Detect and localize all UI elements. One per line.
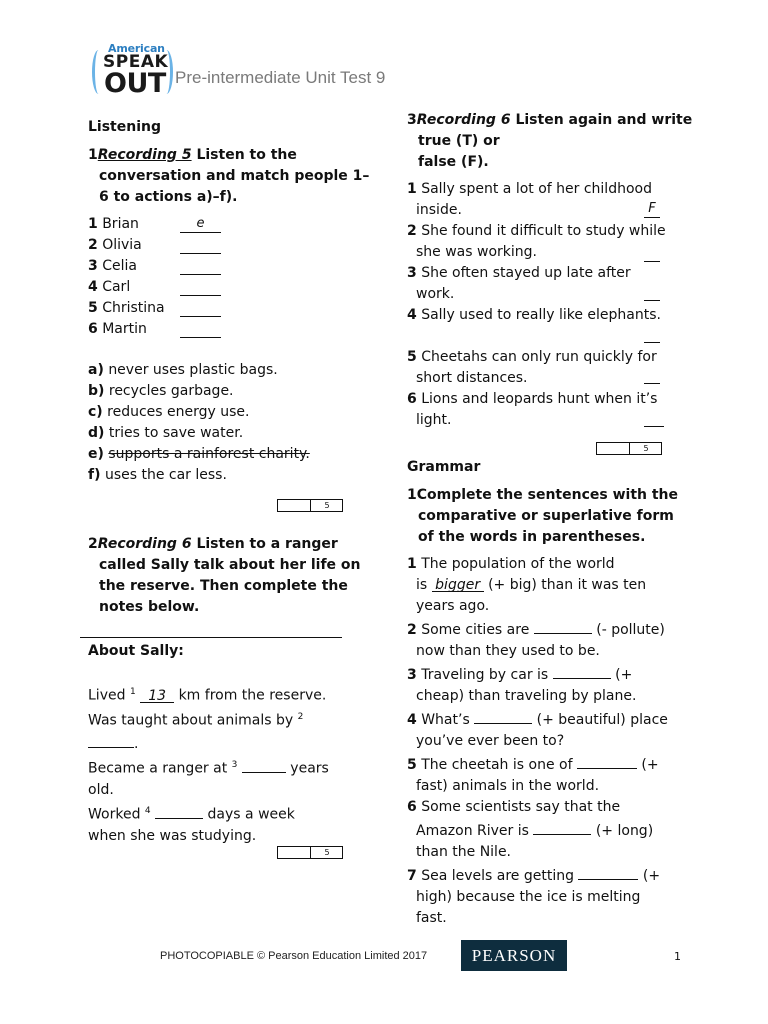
item-text: than the Nile.: [416, 844, 512, 860]
superscript: 3: [231, 760, 238, 771]
note-taught-blank: .: [88, 731, 348, 755]
item-text: you’ve ever been to?: [416, 733, 565, 749]
answer-blank-6[interactable]: [180, 321, 221, 338]
item-text: fast) animals in the world.: [416, 778, 600, 794]
list-item: [88, 360, 310, 381]
item-text: Sally used to really like elephants.: [421, 307, 661, 323]
note-text: old.: [88, 781, 114, 798]
item-number: 6: [407, 799, 417, 815]
item-text: Sea levels are getting: [421, 868, 579, 884]
item-text: Amazon River is: [416, 823, 534, 839]
action-letter: c): [88, 404, 103, 420]
item-text: short distances.: [416, 370, 528, 386]
item-text: (+ big) than it was ten: [483, 577, 647, 593]
grammar-blank-7[interactable]: [578, 863, 638, 880]
action-text: uses the car less.: [104, 467, 227, 483]
action-text: recycles garbage.: [108, 383, 234, 399]
ex3-instr-3: false (F).: [418, 154, 489, 170]
action-letter: d): [88, 425, 105, 441]
ex2-instructions: [88, 534, 378, 618]
grammar-list: [407, 554, 697, 929]
tf-list: [407, 179, 679, 431]
note-blank-4[interactable]: [155, 802, 203, 819]
grammar-heading: Grammar: [407, 459, 481, 475]
item-number: 6: [88, 321, 98, 337]
note-text: Became a ranger at: [88, 760, 232, 777]
list-item: [88, 277, 165, 298]
item-text: work.: [416, 286, 455, 302]
ex2-instr-4: notes below.: [99, 599, 200, 615]
list-item: [407, 554, 697, 617]
listening-heading: Listening: [88, 119, 161, 135]
action-letter: f): [88, 467, 101, 483]
note-text: Worked: [88, 806, 145, 823]
item-text: Sally spent a lot of her childhood: [421, 181, 652, 197]
list-item: [88, 444, 310, 465]
list-item: [88, 423, 310, 444]
list-item: [407, 389, 679, 431]
grammar-blank-2[interactable]: [534, 617, 592, 634]
ex1-number: 1: [88, 147, 98, 163]
photocopiable-label: PHOTOCOPIABLE: [160, 950, 254, 962]
score-box-ex1[interactable]: [277, 499, 343, 512]
answer-blank-5[interactable]: [180, 300, 221, 317]
list-item: [407, 797, 697, 863]
tf-blank-6[interactable]: [644, 410, 664, 427]
action-text: tries to save water.: [108, 425, 244, 441]
list-item: [407, 863, 697, 929]
list-item: [88, 402, 310, 423]
item-number: 7: [407, 868, 417, 884]
item-text: she was working.: [416, 244, 537, 260]
item-number: 5: [407, 349, 417, 365]
list-item: [407, 263, 679, 305]
grammar-ex1-instructions: [407, 485, 697, 548]
pearson-logo: PEARSON: [461, 940, 567, 971]
grammar-instr-2: comparative or superlative form: [418, 508, 674, 524]
list-item: [88, 298, 165, 319]
answer-value: bigger: [435, 577, 481, 593]
item-number: 6: [407, 391, 417, 407]
ex1-instr-2: conversation and match people 1–: [99, 168, 370, 184]
item-number: 2: [407, 622, 417, 638]
note-text: when she was studying.: [88, 827, 257, 844]
answer-value: e: [196, 216, 205, 231]
note-text: Was taught about animals by: [88, 712, 298, 729]
action-letter: e): [88, 446, 104, 462]
people-list: [88, 214, 165, 340]
item-text: Some cities are: [421, 622, 534, 638]
item-text: She often stayed up late after: [421, 265, 631, 281]
superscript: 2: [297, 711, 304, 722]
item-number: 3: [407, 265, 417, 281]
grammar-ex1-number: 1: [407, 487, 417, 503]
divider: [80, 637, 342, 638]
ex2-number: 2: [88, 536, 98, 552]
answer-blank-3[interactable]: [180, 258, 221, 275]
item-text: cheap) than traveling by plane.: [416, 688, 637, 704]
tf-blank-1[interactable]: [644, 201, 660, 218]
superscript: 1: [129, 687, 136, 697]
person-name: Martin: [102, 321, 147, 337]
item-number: 3: [407, 667, 417, 683]
list-item: [407, 347, 679, 389]
list-item: [407, 707, 697, 752]
person-name: Celia: [102, 258, 137, 274]
action-text: reduces energy use.: [107, 404, 250, 420]
person-name: Carl: [102, 279, 131, 295]
note-text: Lived: [88, 687, 130, 704]
item-number: 4: [407, 712, 417, 728]
notes-block: [88, 682, 348, 847]
grammar-blank-1[interactable]: [432, 575, 484, 592]
item-text: now than they used to be.: [416, 643, 600, 659]
answer-value: 13: [148, 687, 167, 704]
score-box-ex3[interactable]: [596, 442, 662, 455]
person-name: Brian: [102, 216, 139, 232]
item-text: is: [416, 577, 432, 593]
person-name: Christina: [102, 300, 165, 316]
grammar-blank-6[interactable]: [533, 818, 591, 835]
list-item: [407, 179, 679, 221]
answer-blank-4[interactable]: [180, 279, 221, 296]
tf-blank-5[interactable]: [644, 367, 660, 384]
list-item: [407, 221, 679, 263]
item-number: 1: [407, 556, 417, 572]
list-item: [407, 662, 697, 707]
list-item: [88, 465, 310, 486]
item-number: 4: [407, 307, 417, 323]
action-text-struck: supports a rainforest charity.: [108, 446, 310, 462]
actions-list: [88, 360, 310, 486]
tf-blank-2[interactable]: [644, 245, 660, 262]
list-item: [88, 235, 165, 256]
answer-value: F: [648, 201, 656, 216]
item-text: Traveling by car is: [421, 667, 553, 683]
item-text: Lions and leopards hunt when it’s: [421, 391, 658, 407]
list-item: [407, 305, 679, 347]
score-total: 5: [310, 500, 343, 511]
item-text: She found it difficult to study while: [421, 223, 666, 239]
action-letter: a): [88, 362, 104, 378]
item-text: light.: [416, 412, 452, 428]
item-text: (- pollute): [591, 622, 665, 638]
person-name: Olivia: [102, 237, 142, 253]
logo-out-text: OUT: [104, 68, 166, 99]
list-item: [88, 319, 165, 340]
score-total: 5: [310, 847, 343, 858]
grammar-instr-3: of the words in parentheses.: [418, 529, 646, 545]
ex3-instructions: [407, 110, 697, 173]
grammar-blank-3[interactable]: [553, 662, 611, 679]
item-text: What’s: [421, 712, 475, 728]
note-worked: [88, 801, 348, 826]
ex2-recording: Recording 6: [97, 536, 192, 552]
ex1-recording: Recording 5: [97, 147, 192, 163]
logo-speak-text: SPEAK: [103, 52, 169, 72]
note-text: days a week: [203, 806, 295, 823]
item-number: 2: [407, 223, 417, 239]
note-blank-2[interactable]: [88, 731, 134, 748]
item-text: The cheetah is one of: [421, 757, 577, 773]
grammar-blank-5[interactable]: [577, 752, 637, 769]
grammar-blank-4[interactable]: [474, 707, 532, 724]
answer-blank-2[interactable]: [180, 237, 221, 254]
action-text: never uses plastic bags.: [108, 362, 278, 378]
copyright-text: © Pearson Education Limited 2017: [253, 950, 428, 962]
item-text: years ago.: [416, 598, 490, 614]
list-item: [88, 256, 165, 277]
item-number: 1: [407, 181, 417, 197]
note-text: years: [285, 760, 329, 777]
grammar-instr-1: Complete the sentences with the: [416, 487, 679, 503]
note-text: km from the reserve.: [174, 687, 327, 704]
about-sally-heading: About Sally:: [88, 643, 184, 659]
list-item: [407, 617, 697, 662]
item-text: The population of the world: [421, 556, 615, 572]
item-number: 2: [88, 237, 98, 253]
tf-blank-3[interactable]: [644, 284, 660, 301]
item-number: 5: [88, 300, 98, 316]
note-blank-1[interactable]: [140, 686, 174, 703]
item-text: Cheetahs can only run quickly for: [421, 349, 657, 365]
note-became: [88, 755, 348, 780]
ex2-instr-1: Listen to a ranger: [191, 536, 338, 552]
score-total: 5: [629, 443, 662, 454]
item-text: inside.: [416, 202, 462, 218]
answer-blank-1[interactable]: [180, 216, 221, 233]
item-number: 4: [88, 279, 98, 295]
note-lived: [88, 682, 348, 707]
note-blank-3[interactable]: [242, 756, 286, 773]
item-text: (+: [636, 757, 659, 773]
item-text: (+: [610, 667, 633, 683]
item-number: 3: [88, 258, 98, 274]
ex3-number: 3: [407, 112, 417, 128]
item-text: fast.: [416, 910, 447, 926]
ex1-instr-3: 6 to actions a)–f).: [99, 189, 238, 205]
item-text: Some scientists say that the: [421, 799, 621, 815]
ex3-instr-2: true (T) or: [418, 133, 500, 149]
list-item: [88, 381, 310, 402]
ex1-instructions: [88, 145, 378, 208]
list-item: [88, 214, 165, 235]
page-number: 1: [674, 950, 681, 963]
item-text: high) because the ice is melting: [416, 889, 641, 905]
ex2-instr-3: the reserve. Then complete the: [99, 578, 348, 594]
item-number: 5: [407, 757, 417, 773]
tf-blank-4[interactable]: [644, 326, 660, 343]
page-title: Pre-intermediate Unit Test 9: [175, 68, 386, 87]
ex1-instr-1: Listen to the: [191, 147, 297, 163]
item-number: 1: [88, 216, 98, 232]
score-box-ex2[interactable]: [277, 846, 343, 859]
item-text: (+ long): [591, 823, 654, 839]
footer-copyright: [160, 950, 427, 962]
note-taught: [88, 707, 348, 732]
superscript: 4: [144, 805, 151, 816]
action-letter: b): [88, 383, 105, 399]
item-text: (+: [638, 868, 661, 884]
item-text: (+ beautiful) place: [532, 712, 668, 728]
ex3-instr-1: Listen again and write: [510, 112, 693, 128]
list-item: [407, 752, 697, 797]
logo-american-text: American: [108, 42, 165, 55]
ex2-instr-2: called Sally talk about her life on: [99, 557, 361, 573]
ex3-recording: Recording 6: [416, 112, 511, 128]
